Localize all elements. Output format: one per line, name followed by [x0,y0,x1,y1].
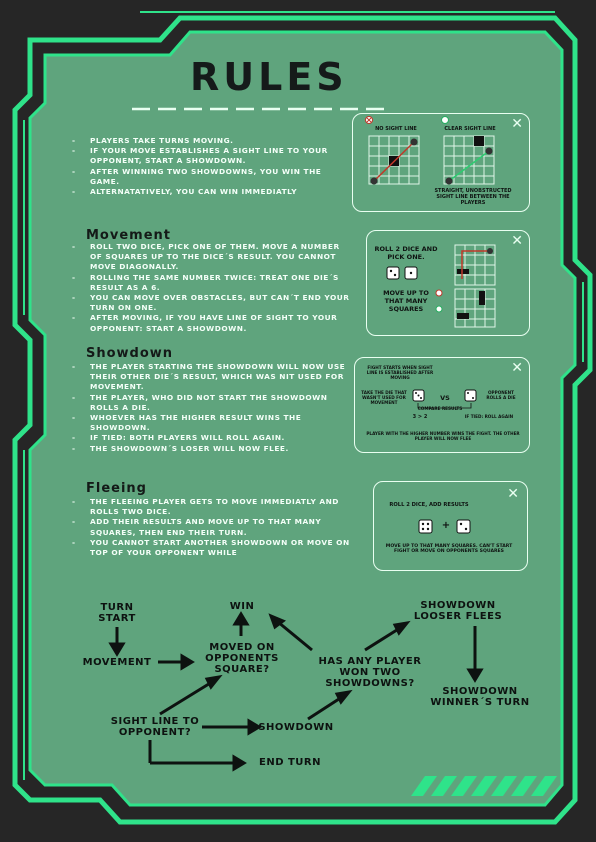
movement-card-move: MOVE UP TO THAT MANY SQUARES [383,289,429,313]
rule-item: - IF TIED: BOTH PLAYERS WILL ROLL AGAIN. [70,433,355,443]
rule-item: - IF YOUR MOVE ESTABLISHES A SIGHT LINE TO YOUR OPPONENT, START A SHOWDOWN. [70,146,350,166]
flow-looser-flees: SHOWDOWN LOOSER FLEES [413,600,503,622]
rule-item: - THE PLAYER STARTING THE SHOWDOWN WILL NOW USE THEIR OTHER DIE´S RESULT, WHICH WAS NIT USED FOR MOVEMENT. [70,362,355,393]
flow-moved-on: MOVED ON OPPONENTS SQUARE? [205,642,279,675]
fleeing-card [373,481,528,571]
showdown-diagram [355,358,529,452]
rule-item: - THE SHOWDOWN´S LOSER WILL NOW FLEE. [70,444,355,454]
rule-item: - THE FLEEING PLAYER GETS TO MOVE IMMEDIATLY AND ROLLS TWO DICE. [70,497,355,517]
movement-heading: Movement [86,228,171,243]
rule-item: - ADD THEIR RESULTS AND MOVE UP TO THAT MANY SQUARES, THEN END THEIR TURN. [70,517,355,537]
flow-has-any: HAS ANY PLAYER WON TWO SHOWDOWNS? [318,656,422,689]
showdown-card-tie: IF TIED: ROLL AGAIN [464,414,514,419]
movement-rules-list [70,242,355,334]
showdown-card-right: OPPONENT ROLLS A DIE [486,390,516,400]
no-sightline-label: NO SIGHT LINE [375,126,417,132]
showdown-card-top: FIGHT STARTS WHEN SIGHT LINE IS ESTABLISHED AFTER MOVING [366,365,434,380]
close-icon[interactable]: ✕ [511,360,523,376]
page-title: RULES [190,55,348,99]
sightline-caption: STRAIGHT, UNOBSTRUCTED SIGHT LINE BETWEEN THE PLAYERS [434,188,512,206]
fleeing-card-top: ROLL 2 DICE, ADD RESULTS [389,502,469,508]
intro-rules-list [70,136,350,197]
rule-item: - AFTER WINNING TWO SHOWDOWNS, YOU WIN THE GAME. [70,167,350,187]
close-icon[interactable]: ✕ [511,116,523,132]
flow-movement: MOVEMENT [82,657,152,668]
fleeing-diagram [374,482,527,570]
rule-item: - PLAYERS TAKE TURNS MOVING. [70,136,350,146]
rule-item: - ALTERNATATIVELY, YOU CAN WIN IMMEDIATLY [70,187,350,197]
movement-diagram [367,231,529,335]
showdown-heading: Showdown [86,346,174,361]
flow-showdown: SHOWDOWN [258,722,334,733]
rule-item: - ROLLING THE SAME NUMBER TWICE: TREAT ONE DIE´S RESULT AS A 6. [70,273,355,293]
showdown-card-vs: VS [440,394,450,402]
rule-item: - AFTER MOVING, IF YOU HAVE LINE OF SIGHT TO YOUR OPPONENT: START A SHOWDOWN. [70,313,355,333]
flow-turn-start: TURN START [98,602,136,624]
close-icon[interactable]: ✕ [507,486,519,502]
movement-card [366,230,530,336]
flow-sight-line: SIGHT LINE TO OPPONENT? [110,716,200,738]
movement-card-roll: ROLL 2 DICE AND PICK ONE. [374,245,438,261]
rule-item: - THE PLAYER, WHO DID NOT START THE SHOWDOWN ROLLS A DIE. [70,393,355,413]
showdown-card-left: TAKE THE DIE THAT WASN'T USED FOR MOVEMENT [361,390,407,405]
flow-win: WIN [229,601,255,612]
rule-item: - YOU CANNOT START ANOTHER SHOWDOWN OR MOVE ON TOP OF YOUR OPPONENT WHILE [70,538,355,558]
showdown-card-compare: COMPARE RESULTS [417,406,463,411]
clear-sightline-label: CLEAR SIGHT LINE [444,126,496,132]
rule-item: - ROLL TWO DICE, PICK ONE OF THEM. MOVE A NUMBER OF SQUARES UP TO THE DICE´S RESULT. YOU CANNOT MOVE DIAGONALLY. [70,242,355,273]
fleeing-heading: Fleeing [86,481,147,496]
showdown-card [354,357,530,453]
rule-item: - YOU CAN MOVE OVER OBSTACLES, BUT CAN´T END YOUR TURN ON ONE. [70,293,355,313]
fleeing-card-bottom: MOVE UP TO THAT MANY SQUARES. CAN'T START FIGHT OR MOVE ON OPPONENTS SQUARES [385,544,513,555]
close-icon[interactable]: ✕ [511,233,523,249]
showdown-rules-list [70,362,355,454]
flow-winners-turn: SHOWDOWN WINNER´S TURN [430,686,530,708]
sightline-card [352,113,530,212]
fleeing-rules-list [70,497,355,558]
showdown-card-result: 3 > 2 [412,414,428,420]
showdown-card-bottom: PLAYER WITH THE HIGHER NUMBER WINS THE FIGHT. THE OTHER PLAYER WILL NOW FLEE [366,431,520,441]
flow-end-turn: END TURN [259,757,321,768]
fleeing-card-plus: + [441,520,451,531]
rule-item: - WHOEVER HAS THE HIGHER RESULT WINS THE SHOWDOWN. [70,413,355,433]
